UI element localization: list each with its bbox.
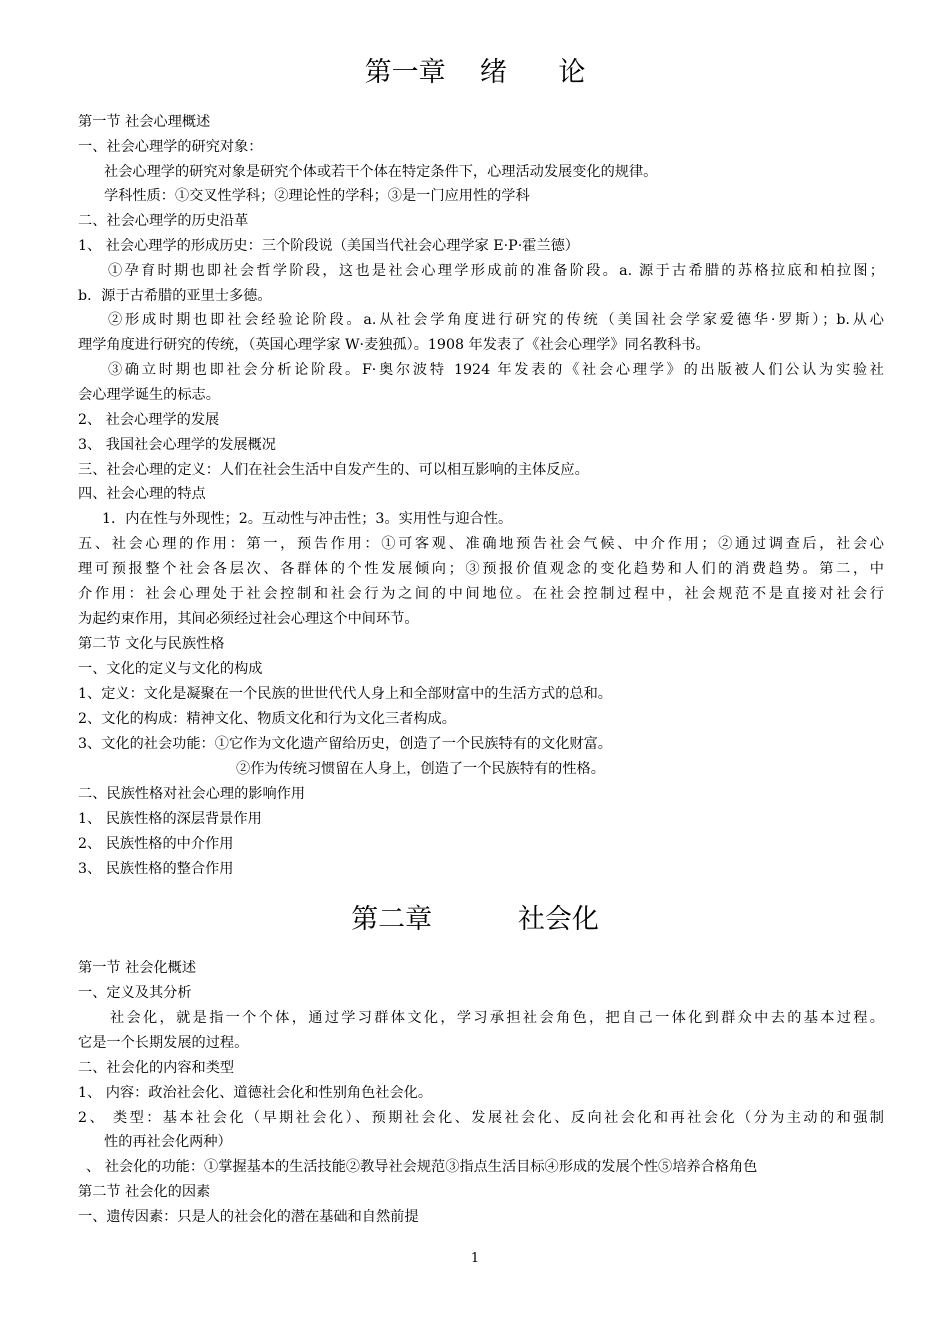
- text-line: 1、 民族性格的深层背景作用: [78, 811, 262, 827]
- text-line: 它是一个长期发展的过程。: [78, 1035, 249, 1051]
- text-line: 2、 类型：基本社会化（早期社会化）、预期社会化、发展社会化、反向社会化和再社会化（分为主动的和强制: [78, 1110, 884, 1126]
- text-line: 四、社会心理的特点: [78, 486, 206, 502]
- text-line: 2、 民族性格的中介作用: [78, 836, 234, 852]
- text-line: 介作用：社会心理处于社会控制和社会行为之间的中间地位。在社会控制过程中，社会规范不是直接对社会行: [78, 586, 884, 602]
- text-line: 3、 我国社会心理学的发展概况: [78, 437, 276, 453]
- text-line: 为起约束作用，其间必须经过社会心理这个中间环节。: [78, 611, 419, 627]
- text-line: ②形成时期也即社会经验论阶段。a.从社会学角度进行研究的传统（美国社会学家爱德华·罗斯）；b.从心: [108, 312, 884, 328]
- section-heading: 第二节 社会化的因素: [78, 1184, 211, 1200]
- text-line: 、 社会化的功能：①掌握基本的生活技能②教导社会规范③指点生活目标④形成的发展个性⑤培养合格角色: [86, 1159, 758, 1175]
- text-line: ③确立时期也即社会分析论阶段。F·奥尔波特 1924 年发表的《社会心理学》的出版被人们公认为实验社: [108, 362, 884, 378]
- text-line: 一、定义及其分析: [78, 985, 192, 1001]
- text-line: 五、社会心理的作用：第一，预告作用：①可客观、准确地预告社会气候、中介作用；②通过调查后，社会心: [78, 536, 884, 552]
- text-line: ①孕育时期也即社会哲学阶段，这也是社会心理学形成前的准备阶段。a. 源于古希腊的苏格拉底和柏拉图；: [108, 263, 884, 279]
- text-line: 一、遗传因素：只是人的社会化的潜在基础和自然前提: [78, 1209, 419, 1225]
- text-line: 二、民族性格对社会心理的影响作用: [78, 786, 306, 802]
- chapter-1-title: 第一章 绪 论: [364, 57, 586, 88]
- chapter-2-title: 第二章 社会化: [351, 904, 599, 935]
- text-line: b．源于古希腊的亚里士多德。: [78, 288, 272, 304]
- text-line: 3、 民族性格的整合作用: [78, 861, 234, 877]
- text-line: 三、社会心理的定义：人们在社会生活中自发产生的、可以相互影响的主体反应。: [78, 462, 589, 478]
- text-line: 1．内在性与外现性；2。互动性与冲击性；3。实用性与迎合性。: [102, 511, 513, 527]
- text-line: 会心理学诞生的标志。: [78, 387, 220, 403]
- page-number: 1: [470, 1251, 480, 1266]
- text-line: 理学角度进行研究的传统，（英国心理学家 W·麦独孤）。1908 年发表了《社会心理学》同名教科书。: [78, 337, 710, 353]
- text-line: ②作为传统习惯留在人身上，创造了一个民族特有的性格。: [236, 761, 605, 777]
- section-heading: 第一节 社会化概述: [78, 960, 197, 976]
- text-line: 学科性质：①交叉性学科；②理论性的学科；③是一门应用性的学科: [104, 188, 530, 204]
- text-line: 1、 内容：政治社会化、道德社会化和性别角色社会化。: [78, 1085, 433, 1101]
- section-heading: 第二节 文化与民族性格: [78, 636, 225, 652]
- text-line: 一、文化的定义与文化的构成: [78, 661, 263, 677]
- section-heading: 第一节 社会心理概述: [78, 114, 211, 130]
- text-line: 一、社会心理学的研究对象：: [78, 139, 263, 155]
- text-line: 2、文化的构成：精神文化、物质文化和行为文化三者构成。: [78, 711, 456, 727]
- text-line: 二、社会化的内容和类型: [78, 1060, 235, 1076]
- text-line: 二、社会心理学的历史沿革: [78, 213, 249, 229]
- text-line: 1、 社会心理学的形成历史：三个阶段说（美国当代社会心理学家 E·P·霍兰德）: [78, 238, 579, 254]
- text-line: 社会心理学的研究对象是研究个体或若干个体在特定条件下，心理活动发展变化的规律。: [104, 164, 658, 180]
- text-line: 1、定义：文化是凝聚在一个民族的世世代代人身上和全部财富中的生活方式的总和。: [78, 686, 612, 702]
- text-line: 社会化，就是指一个个体，通过学习群体文化，学习承担社会角色，把自己一体化到群众中去的基本过程。: [110, 1010, 884, 1026]
- text-line: 3、文化的社会功能：①它作为文化遗产留给历史，创造了一个民族特有的文化财富。: [78, 736, 612, 752]
- text-line: 性的再社会化两种）: [104, 1134, 232, 1150]
- text-line: 2、 社会心理学的发展: [78, 412, 220, 428]
- text-line: 理可预报整个社会各层次、各群体的个性发展倾向；③预报价值观念的变化趋势和人们的消费趋势。第二，中: [78, 561, 884, 577]
